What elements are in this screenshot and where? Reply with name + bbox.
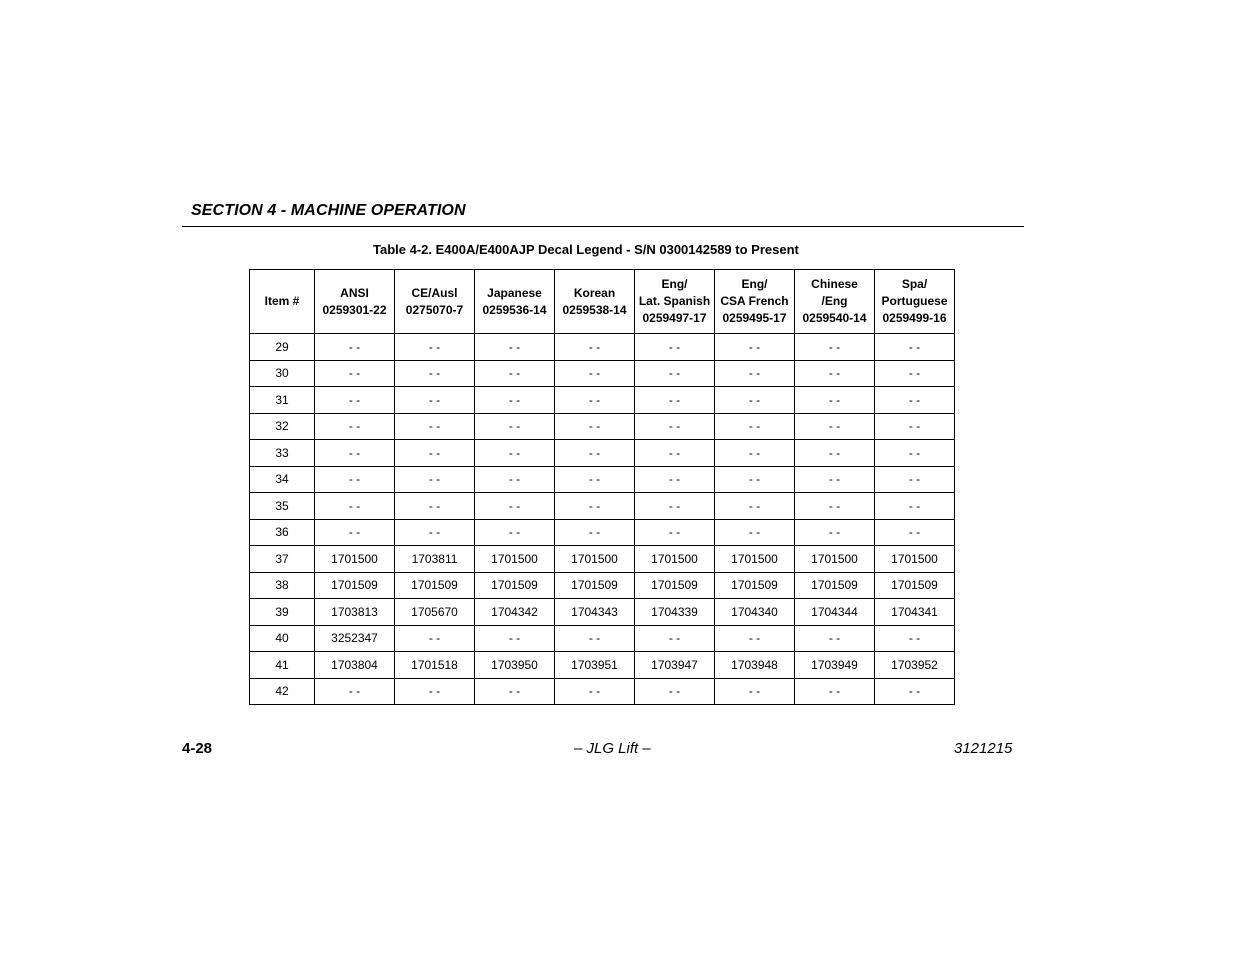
part-number-cell: - - xyxy=(395,466,475,493)
part-number-cell: - - xyxy=(875,625,955,652)
part-number-cell: - - xyxy=(635,334,715,361)
column-header xyxy=(250,270,315,334)
column-header-line: Eng/ xyxy=(661,277,688,291)
part-number-cell: - - xyxy=(475,519,555,546)
part-number-cell: 1701500 xyxy=(715,546,795,573)
part-number-cell: - - xyxy=(555,625,635,652)
column-header-line: /Eng xyxy=(821,294,848,308)
part-number-cell: - - xyxy=(475,360,555,387)
part-number-cell: 1703804 xyxy=(315,652,395,679)
part-number-cell: 1705670 xyxy=(395,599,475,626)
part-number-cell: - - xyxy=(475,678,555,705)
table-header-row xyxy=(250,270,955,334)
part-number-cell: - - xyxy=(715,440,795,467)
column-header-line: 0259536-14 xyxy=(482,302,547,317)
table-row xyxy=(250,360,955,387)
part-number-cell: 1701500 xyxy=(315,546,395,573)
table-row xyxy=(250,493,955,520)
table-row xyxy=(250,546,955,573)
part-number-cell: 1701509 xyxy=(875,572,955,599)
item-number-cell: 37 xyxy=(250,546,315,573)
part-number-cell: - - xyxy=(555,413,635,440)
part-number-cell: 1703948 xyxy=(715,652,795,679)
table-row xyxy=(250,625,955,652)
item-number-cell: 42 xyxy=(250,678,315,705)
part-number-cell: 1701509 xyxy=(315,572,395,599)
part-number-cell: - - xyxy=(795,678,875,705)
table-row xyxy=(250,678,955,705)
table-row xyxy=(250,466,955,493)
part-number-cell: - - xyxy=(875,440,955,467)
decal-legend-table xyxy=(249,269,955,705)
part-number-cell: - - xyxy=(395,440,475,467)
part-number-cell: - - xyxy=(875,466,955,493)
part-number-cell: - - xyxy=(875,413,955,440)
part-number-cell: - - xyxy=(875,493,955,520)
part-number-cell: 1701509 xyxy=(395,572,475,599)
item-number-cell: 40 xyxy=(250,625,315,652)
footer-page-number: 4-28 xyxy=(182,740,213,757)
part-number-cell: - - xyxy=(635,360,715,387)
part-number-cell: - - xyxy=(555,440,635,467)
part-number-cell: - - xyxy=(475,625,555,652)
part-number-cell: 1703813 xyxy=(315,599,395,626)
section-title: SECTION 4 - MACHINE OPERATION xyxy=(191,202,466,219)
column-header xyxy=(875,270,955,334)
part-number-cell: - - xyxy=(635,678,715,705)
column-header-line: 0259495-17 xyxy=(722,311,787,325)
column-header xyxy=(395,270,475,334)
part-number-cell: 1701509 xyxy=(475,572,555,599)
part-number-cell: - - xyxy=(715,493,795,520)
table-row xyxy=(250,440,955,467)
part-number-cell: - - xyxy=(315,493,395,520)
column-header-line: 0259497-17 xyxy=(642,311,707,325)
part-number-cell: - - xyxy=(395,360,475,387)
part-number-cell: 1701500 xyxy=(875,546,955,573)
column-header xyxy=(635,270,715,334)
part-number-cell: - - xyxy=(715,519,795,546)
part-number-cell: - - xyxy=(795,387,875,414)
part-number-cell: - - xyxy=(875,360,955,387)
part-number-cell: 1703949 xyxy=(795,652,875,679)
column-header-line: CE/Ausl xyxy=(411,285,458,300)
column-header-line: Lat. Spanish xyxy=(638,294,711,308)
table-row xyxy=(250,572,955,599)
item-number-cell: 35 xyxy=(250,493,315,520)
part-number-cell: 1704340 xyxy=(715,599,795,626)
footer-document-number: 3121215 xyxy=(954,740,1013,757)
part-number-cell: - - xyxy=(395,334,475,361)
part-number-cell: 1701500 xyxy=(795,546,875,573)
part-number-cell: 1704343 xyxy=(555,599,635,626)
part-number-cell: 1704342 xyxy=(475,599,555,626)
part-number-cell: - - xyxy=(795,440,875,467)
part-number-cell: - - xyxy=(795,334,875,361)
table-row xyxy=(250,519,955,546)
item-number-cell: 30 xyxy=(250,360,315,387)
item-number-cell: 31 xyxy=(250,387,315,414)
part-number-cell: - - xyxy=(475,413,555,440)
part-number-cell: 1704341 xyxy=(875,599,955,626)
part-number-cell: 3252347 xyxy=(315,625,395,652)
item-number-cell: 38 xyxy=(250,572,315,599)
column-header-line: CSA French xyxy=(720,294,789,308)
part-number-cell: - - xyxy=(315,360,395,387)
part-number-cell: 1703951 xyxy=(555,652,635,679)
part-number-cell: - - xyxy=(635,625,715,652)
table-body xyxy=(250,334,955,705)
part-number-cell: - - xyxy=(315,440,395,467)
column-header-line: 0259499-16 xyxy=(882,311,947,325)
table-row xyxy=(250,334,955,361)
part-number-cell: - - xyxy=(475,387,555,414)
part-number-cell: 1701500 xyxy=(475,546,555,573)
part-number-cell: 1701500 xyxy=(635,546,715,573)
item-number-cell: 41 xyxy=(250,652,315,679)
part-number-cell: - - xyxy=(875,519,955,546)
part-number-cell: 1703950 xyxy=(475,652,555,679)
column-header-line: 0275070-7 xyxy=(405,302,464,317)
item-number-cell: 39 xyxy=(250,599,315,626)
part-number-cell: - - xyxy=(555,334,635,361)
column-header-line: Spa/ xyxy=(901,277,928,291)
part-number-cell: 1703947 xyxy=(635,652,715,679)
part-number-cell: - - xyxy=(795,360,875,387)
part-number-cell: - - xyxy=(315,413,395,440)
column-header-line: Korean xyxy=(573,285,616,300)
item-number-cell: 36 xyxy=(250,519,315,546)
part-number-cell: - - xyxy=(555,678,635,705)
part-number-cell: - - xyxy=(715,334,795,361)
column-header-line: Chinese xyxy=(811,277,858,291)
part-number-cell: 1701509 xyxy=(795,572,875,599)
part-number-cell: - - xyxy=(315,519,395,546)
part-number-cell: - - xyxy=(795,493,875,520)
part-number-cell: 1701509 xyxy=(635,572,715,599)
part-number-cell: - - xyxy=(315,387,395,414)
item-number-cell: 33 xyxy=(250,440,315,467)
footer-publisher: – JLG Lift – xyxy=(574,740,651,757)
part-number-cell: 1701518 xyxy=(395,652,475,679)
column-header-line: Eng/ xyxy=(741,277,768,291)
table-caption xyxy=(249,242,1083,257)
part-number-cell: - - xyxy=(795,466,875,493)
part-number-cell: - - xyxy=(635,387,715,414)
part-number-cell: - - xyxy=(475,466,555,493)
table-row xyxy=(250,599,955,626)
part-number-cell: - - xyxy=(555,519,635,546)
item-number-cell: 32 xyxy=(250,413,315,440)
column-header-line: Item # xyxy=(264,294,300,308)
part-number-cell: - - xyxy=(715,387,795,414)
part-number-cell: 1704344 xyxy=(795,599,875,626)
item-number-cell: 29 xyxy=(250,334,315,361)
column-header-line: Portuguese xyxy=(881,294,948,308)
part-number-cell: - - xyxy=(395,387,475,414)
column-header-line: ANSI xyxy=(340,285,369,300)
header-rule xyxy=(182,226,1024,227)
part-number-cell: 1701500 xyxy=(555,546,635,573)
column-header xyxy=(475,270,555,334)
part-number-cell: - - xyxy=(715,466,795,493)
part-number-cell: - - xyxy=(635,413,715,440)
column-header xyxy=(795,270,875,334)
column-header-line: 0259301-22 xyxy=(322,302,387,317)
part-number-cell: 1701509 xyxy=(555,572,635,599)
part-number-cell: - - xyxy=(555,387,635,414)
part-number-cell: - - xyxy=(635,466,715,493)
part-number-cell: - - xyxy=(795,413,875,440)
column-header xyxy=(315,270,395,334)
part-number-cell: - - xyxy=(475,440,555,467)
part-number-cell: - - xyxy=(635,519,715,546)
part-number-cell: - - xyxy=(875,678,955,705)
part-number-cell: - - xyxy=(715,360,795,387)
part-number-cell: - - xyxy=(795,625,875,652)
part-number-cell: - - xyxy=(395,413,475,440)
part-number-cell: - - xyxy=(315,466,395,493)
part-number-cell: - - xyxy=(395,625,475,652)
part-number-cell: - - xyxy=(715,625,795,652)
column-header-line: 0259540-14 xyxy=(802,311,867,325)
part-number-cell: - - xyxy=(795,519,875,546)
part-number-cell: 1704339 xyxy=(635,599,715,626)
part-number-cell: - - xyxy=(635,493,715,520)
part-number-cell: - - xyxy=(395,678,475,705)
table-row xyxy=(250,413,955,440)
item-number-cell: 34 xyxy=(250,466,315,493)
part-number-cell: 1703811 xyxy=(395,546,475,573)
part-number-cell: - - xyxy=(715,413,795,440)
part-number-cell: - - xyxy=(875,387,955,414)
part-number-cell: - - xyxy=(635,440,715,467)
part-number-cell: 1703952 xyxy=(875,652,955,679)
table-caption-text: Table 4-2. E400A/E400AJP Decal Legend - S/N 0300142589 to Present xyxy=(373,242,799,257)
part-number-cell: - - xyxy=(475,334,555,361)
part-number-cell: - - xyxy=(875,334,955,361)
part-number-cell: 1701509 xyxy=(715,572,795,599)
column-header-line: Japanese xyxy=(487,285,542,300)
table-row xyxy=(250,652,955,679)
column-header xyxy=(715,270,795,334)
part-number-cell: - - xyxy=(715,678,795,705)
column-header-line: 0259538-14 xyxy=(562,302,627,317)
part-number-cell: - - xyxy=(555,466,635,493)
part-number-cell: - - xyxy=(475,493,555,520)
column-header xyxy=(555,270,635,334)
part-number-cell: - - xyxy=(555,493,635,520)
part-number-cell: - - xyxy=(395,519,475,546)
part-number-cell: - - xyxy=(315,678,395,705)
part-number-cell: - - xyxy=(395,493,475,520)
table-row xyxy=(250,387,955,414)
part-number-cell: - - xyxy=(555,360,635,387)
part-number-cell: - - xyxy=(315,334,395,361)
